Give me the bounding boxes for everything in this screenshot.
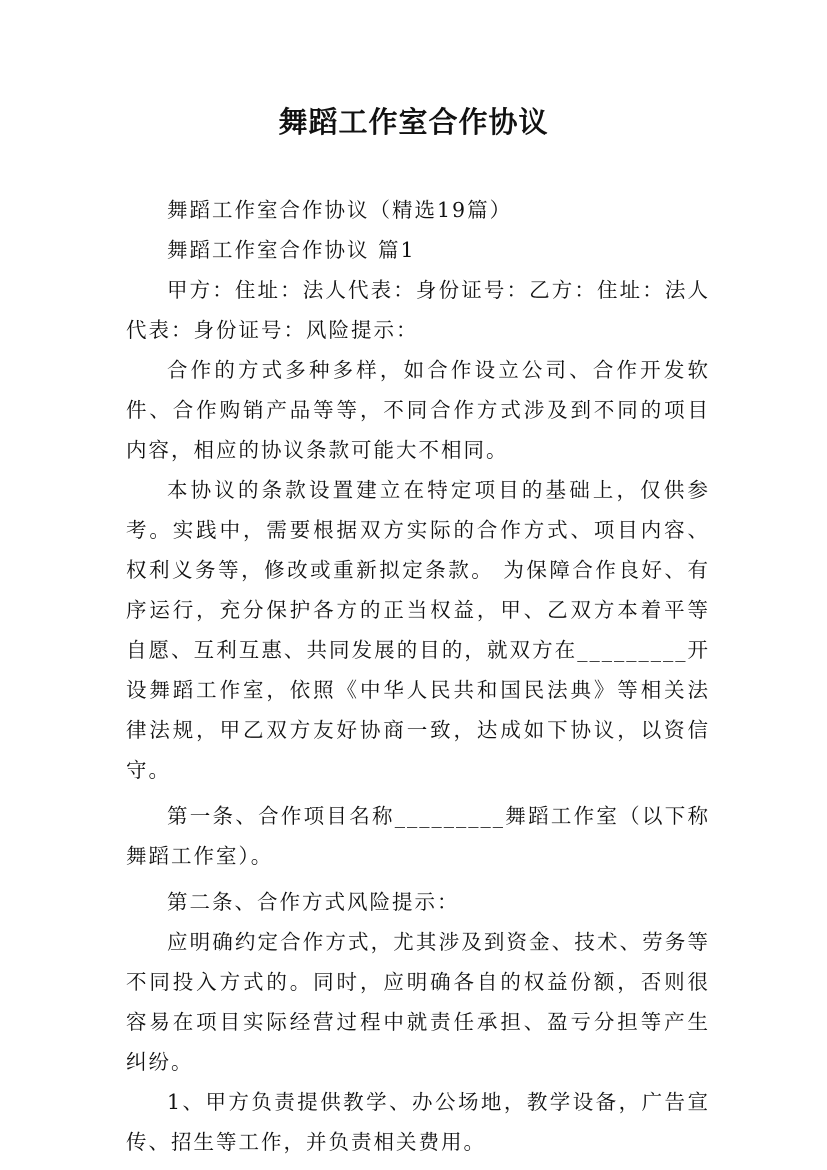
paragraph-cooperation-methods: 合作的方式多种多样，如合作设立公司、合作开发软件、合作购销产品等等，不同合作方式涉及到不同的项目内容，相应的协议条款可能大不相同。: [126, 358, 710, 462]
paragraph-agreement-basis: 本协议的条款设置建立在特定项目的基础上，仅供参考。实践中，需要根据双方实际的合作方式、项目内容、权利义务等，修改或重新拟定条款。 为保障合作良好、有序运行，充分保护各方的正当权益，甲、乙双方本着平等自愿、互利互惠、共同发展的目的，就双方在_________开设舞蹈工作室，依照《中华人民共和国民法典》等相关法律法规，甲乙双方友好协商一致，达成如下协议，以资信守。: [126, 478, 710, 782]
paragraph-subtitle: 舞蹈工作室合作协议（精选19篇）: [167, 198, 513, 222]
document-body: [126, 190, 710, 1162]
document-title: 舞蹈工作室合作协议: [278, 105, 549, 139]
paragraph-risk-note: 应明确约定合作方式，尤其涉及到资金、技术、劳务等不同投入方式的。同时，应明确各自的权益份额，否则很容易在项目实际经营过程中就责任承担、盈亏分担等产生纠纷。: [126, 930, 710, 1074]
paragraph-article-1: 第一条、合作项目名称_________舞蹈工作室（以下称舞蹈工作室）。: [126, 804, 710, 868]
paragraph-article-2: 第二条、合作方式风险提示：: [167, 890, 460, 914]
paragraph-parties: 甲方：住址：法人代表：身份证号：乙方：住址：法人代表：身份证号：风险提示：: [126, 278, 710, 342]
paragraph-item-1: 1、甲方负责提供教学、办公场地，教学设备，广告宣传、招生等工作，并负责相关费用。: [126, 1090, 710, 1154]
paragraph-section-heading: 舞蹈工作室合作协议 篇1: [167, 238, 416, 262]
